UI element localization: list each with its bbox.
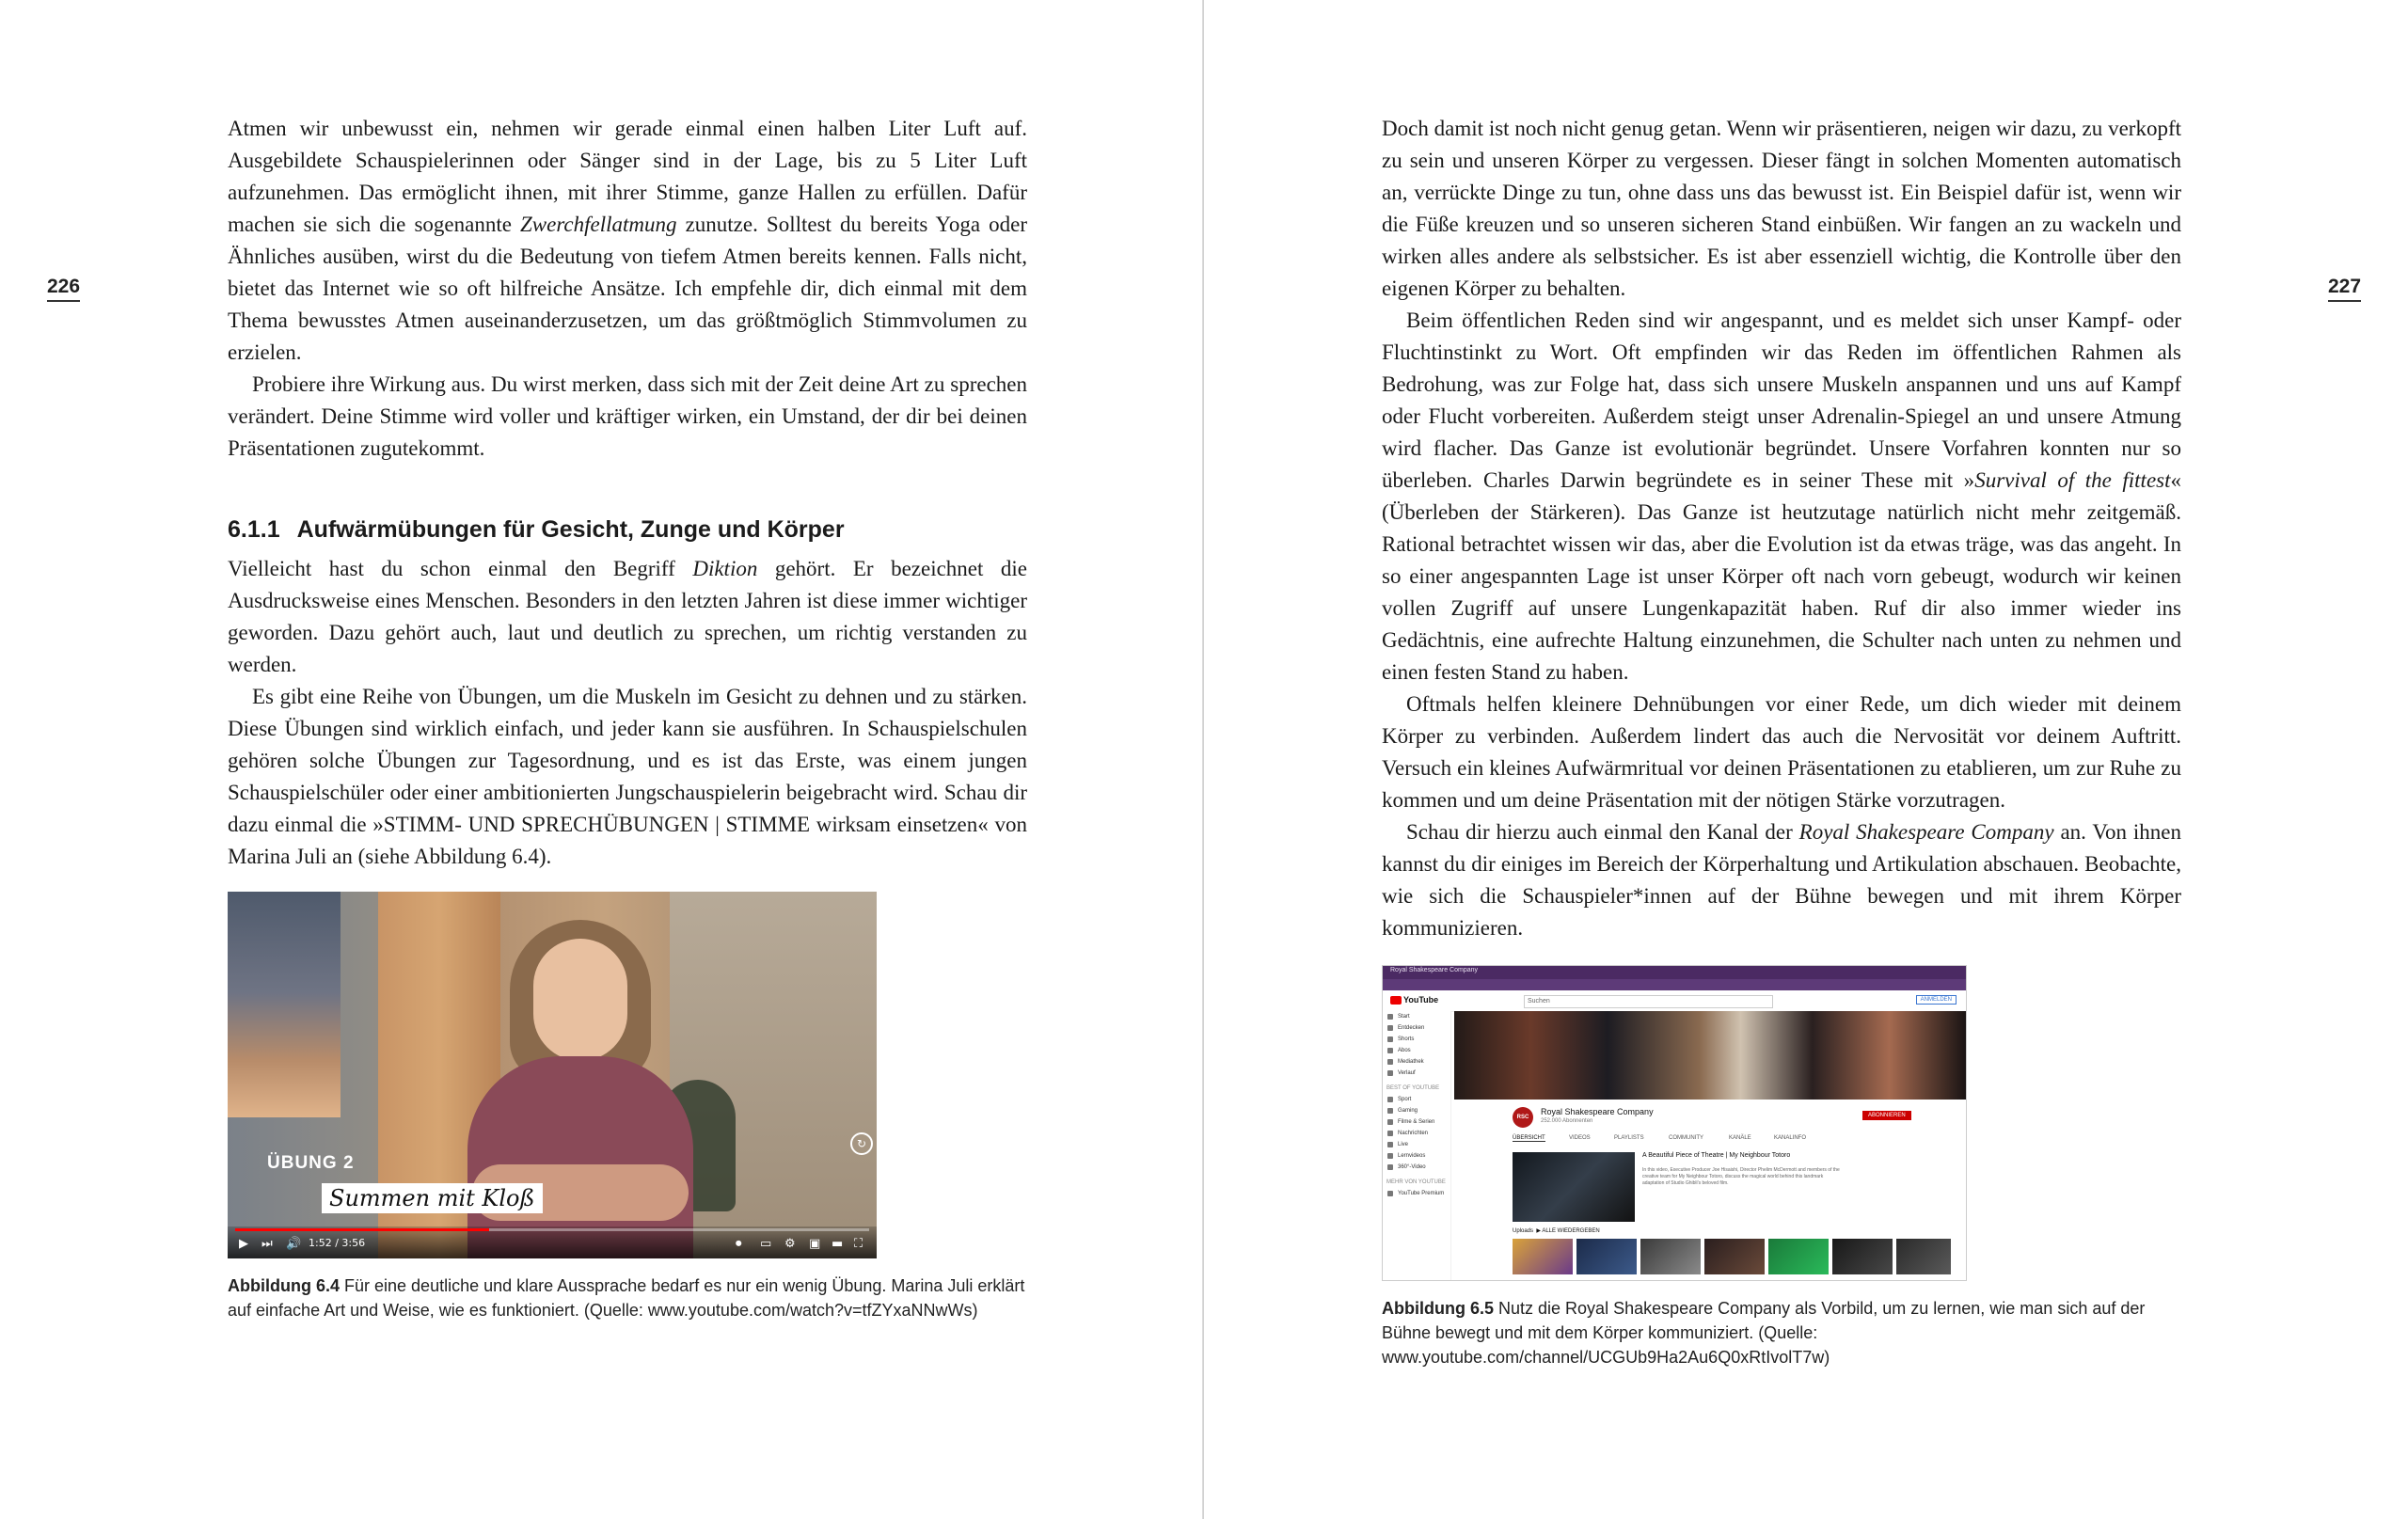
sidebar-item-shorts[interactable]: Shorts — [1383, 1034, 1450, 1045]
featured-video-description: In this video, Executive Producer Joe Hisaishi, Director Phelim McDermott and members of the creative team for My Neighbour Totoro, discuss the magical world behind this landmark adaptation of Studio Ghibli's beloved film. — [1642, 1167, 1840, 1186]
autoplay-toggle-icon[interactable]: ⏺ — [736, 1237, 742, 1251]
uploads-row — [1513, 1239, 1955, 1276]
channel-tabs — [1513, 1135, 1945, 1147]
paragraph: Es gibt eine Reihe von Übungen, um die Muskeln im Gesicht zu dehnen und zu stärken. Diese Übungen sind wirklich einfach, und jeder kann sie ausführen. In Schauspielschulen gehören solche Übungen zur Tagesordnung, und es ist das Erste, was einem jungen Schauspielschüler oder einer ambitionierten Jungschauspielerin beigebracht wird. Schau dir dazu einmal die »STIMM- UND SPRECHÜBUNGEN | STIMME wirksam einsetzen« von Marina Juli an (siehe Abbildung 6.4). — [228, 685, 1027, 868]
tab-playlists[interactable]: PLAYLISTS — [1614, 1135, 1644, 1141]
browser-url-bar[interactable] — [1383, 979, 1966, 990]
caption-label: Abbildung 6.5 — [1382, 1299, 1494, 1318]
paragraph: Oftmals helfen kleinere Dehnübungen vor einer Rede, um dich wieder mit deinem Körper zu verbinden. Außerdem lindert das auch die Nervosität vor deinem Auftritt. Versuch ein kleines Aufwärmritual vor deinen Präsentationen zu etablieren, um zur Ruhe zu kommen und um deine Präsentation mit der nötigen Stärke vorzutragen. — [1382, 692, 2181, 812]
youtube-play-icon — [1390, 996, 1402, 1005]
sidebar-item-live[interactable]: Live — [1383, 1139, 1450, 1150]
paragraph: Doch damit ist noch nicht genug getan. Wenn wir präsentieren, neigen wir dazu, zu verkopft zu sein und unseren Körper zu vergessen. Dieser fängt in solchen Momenten automatisch an, verrückte Dinge zu tun, ohne dass uns das bewusst ist. Ein Beispiel dafür ist, wenn wir die Füße kreuzen und so unseren sicheren Stand einbüßen. Wir fangen an zu wackeln und wirken alles andere als selbstsicher. Es ist aber essenziell wichtig, die Kontrolle über den eigenen Körper zu behalten. — [1382, 117, 2181, 300]
video-controls — [228, 1226, 877, 1258]
browser-tab-bar — [1383, 966, 1966, 979]
subscribe-button[interactable]: ABONNIEREN — [1862, 1111, 1911, 1120]
figure-6-4 — [228, 892, 1027, 1322]
video-thumbnail[interactable] — [1704, 1239, 1765, 1274]
right-text-column — [1382, 113, 2181, 1369]
paragraph: Beim öffentlichen Reden sind wir angespannt, und es meldet sich unser Kampf- oder Fluchtinstinkt zu Wort. Oft empfinden wir das Reden im öffentlichen Rahmen als Bedrohung, was zur Folge hat, dass sich unsere Muskeln anspannen und uns auf Kampf oder Flucht vorbereiten. Außerdem steigt unser Adrenalin-Spiegel an und unsere Atmung wird flacher. Das Ganze ist evolutionär begründet. Unsere Vorfahren konnten nur so überleben. Charles Darwin begründete es in seiner These mit »Survival of the fittest« (Überleben der Stärkeren). Das Ganze ist heutzutage natürlich nicht mehr zeitgemäß. Rational betrachtet wissen wir das, aber die Evolution ist da etwas träge, was das angeht. In so einer angespannten Lage ist unser Körper oft nach vorn gebeugt, wodurch wir keinen vollen Zugriff auf unsere Lungenkapazität haben. Ruf dir also immer wieder ins Gedächtnis, eine aufrechte Haltung einzunehmen, die Schulter nach unten zu nehmen und einen festen Stand zu haben. — [1382, 309, 2182, 684]
youtube-channel-screenshot — [1382, 965, 1967, 1281]
sidebar-item-360[interactable]: 360°-Video — [1383, 1162, 1450, 1173]
channel-banner-image — [1454, 1011, 1966, 1100]
paragraph: Vielleicht hast du schon einmal den Begriff Diktion gehört. Er bezeichnet die Ausdrucksweise eines Menschen. Besonders in den letzten Jahren ist diese immer wichtiger geworden. Dazu gehört auch, laut und deutlich zu sprechen, um richtig verstanden zu werden. — [228, 557, 1027, 676]
figure-caption — [1382, 1296, 2181, 1369]
presenter-face — [533, 939, 627, 1061]
sidebar-item-premium[interactable]: YouTube Premium — [1383, 1188, 1450, 1199]
youtube-logo[interactable]: YouTube — [1390, 995, 1438, 1005]
channel-name: Royal Shakespeare Company — [1541, 1107, 1654, 1116]
featured-video-title[interactable]: A Beautiful Piece of Theatre | My Neighbour Totoro — [1642, 1152, 1791, 1159]
play-icon[interactable]: ▶ — [239, 1237, 248, 1251]
sidebar-section-heading: BEST OF YOUTUBE — [1386, 1085, 1440, 1091]
youtube-header — [1383, 990, 1966, 1012]
paragraph: Atmen wir unbewusst ein, nehmen wir gerade einmal einen halben Liter Luft auf. Ausgebildete Schauspielerinnen oder Sänger sind in der Lage, bis zu 5 Liter Luft aufzunehmen. Das ermöglicht ihnen, mit ihrer Stimme, ganze Hallen zu erfüllen. Dafür machen sie sich die sogenannte Zwerchfellatmung zunutze. Solltest du bereits Yoga oder Ähnliches ausüben, wirst du die Bedeutung von tiefem Atmen bereits kennen. Falls nicht, bietet das Internet wie so oft hilfreiche Ansätze. Ich empfehle dir, dich einmal mit dem Thema bewusstes Atmen auseinanderzusetzen, um das größtmöglich Stimmvolumen zu erzielen. — [228, 117, 1027, 364]
tab-uebersicht[interactable]: ÜBERSICHT — [1513, 1135, 1545, 1141]
sidebar-item-verlauf[interactable]: Verlauf — [1383, 1068, 1450, 1079]
uploads-heading: Uploads ▶ ALLE WIEDERGEBEN — [1513, 1228, 1600, 1234]
channel-avatar[interactable]: RSC — [1513, 1107, 1533, 1128]
watch-later-icon[interactable]: ↻ — [850, 1132, 873, 1155]
video-screenshot[interactable] — [228, 892, 877, 1258]
left-page — [0, 0, 1202, 1519]
tab-kanalinfo[interactable]: KANALINFO — [1774, 1135, 1807, 1141]
video-thumbnail[interactable] — [1576, 1239, 1637, 1274]
caption-label: Abbildung 6.4 — [228, 1276, 340, 1295]
browser-tab-title[interactable]: Royal Shakespeare Company — [1390, 967, 1478, 973]
section-number: 6.1.1 — [228, 516, 280, 543]
play-all-link[interactable]: ALLE WIEDERGEBEN — [1542, 1228, 1600, 1234]
channel-subscriber-count: 252.000 Abonnenten — [1541, 1118, 1593, 1124]
video-timecode: 1:52 / 3:56 — [309, 1237, 366, 1249]
paragraph: Probiere ihre Wirkung aus. Du wirst merken, dass sich mit der Zeit deine Art zu sprechen verändert. Deine Stimme wird voller und kräftiger wirken, ein Umstand, der dir bei deinen Präsentationen zugutekommt. — [228, 372, 1027, 460]
fullscreen-icon[interactable]: ⛶ — [854, 1237, 863, 1251]
search-input[interactable]: Suchen — [1524, 995, 1773, 1008]
sidebar-item-filme[interactable]: Filme & Serien — [1383, 1116, 1450, 1128]
sidebar-item-lernvideos[interactable]: Lernvideos — [1383, 1150, 1450, 1162]
page-number-right: 227 — [2328, 275, 2361, 302]
subtitles-icon[interactable]: ▭ — [760, 1237, 772, 1251]
settings-icon[interactable]: ⚙ — [784, 1237, 796, 1251]
next-icon[interactable]: ⏭ — [261, 1237, 273, 1251]
sidebar-item-start[interactable]: Start — [1383, 1011, 1450, 1022]
video-thumbnail[interactable] — [1768, 1239, 1829, 1274]
left-text-column — [228, 113, 1027, 1322]
sidebar-item-abos[interactable]: Abos — [1383, 1045, 1450, 1056]
video-overlay-label: ÜBUNG 2 — [267, 1153, 355, 1173]
tab-videos[interactable]: VIDEOS — [1569, 1135, 1591, 1141]
sidebar-item-entdecken[interactable]: Entdecken — [1383, 1022, 1450, 1034]
section-title: Aufwärmübungen für Gesicht, Zunge und Körper — [296, 516, 845, 543]
section-heading — [228, 514, 1027, 546]
tab-kanaele[interactable]: KANÄLE — [1729, 1135, 1751, 1141]
page-number-left: 226 — [47, 275, 80, 302]
sidebar-section-heading: MEHR VON YOUTUBE — [1386, 1179, 1446, 1185]
video-progress-bar[interactable] — [235, 1228, 869, 1231]
sidebar-item-gaming[interactable]: Gaming — [1383, 1105, 1450, 1116]
caption-text: Für eine deutliche und klare Aussprache bedarf es nur ein wenig Übung. Marina Juli erklärt auf einfache Art und Weise, wie es funktioniert. (Quelle: www.youtube.com/watch?v=tfZYxaNNwWs) — [228, 1276, 1025, 1320]
video-thumbnail[interactable] — [1832, 1239, 1893, 1274]
video-progress-fill — [235, 1228, 489, 1231]
featured-video-thumbnail[interactable] — [1513, 1152, 1635, 1222]
tab-community[interactable]: COMMUNITY — [1669, 1135, 1703, 1141]
volume-icon[interactable]: 🔊 — [286, 1237, 302, 1251]
sidebar-item-nachrichten[interactable]: Nachrichten — [1383, 1128, 1450, 1139]
theater-icon[interactable]: ▬ — [832, 1237, 844, 1251]
miniplayer-icon[interactable]: ▣ — [809, 1237, 821, 1251]
video-thumbnail[interactable] — [1896, 1239, 1951, 1274]
window-background — [228, 892, 341, 1117]
caption-text: Nutz die Royal Shakespeare Company als Vorbild, um zu lernen, wie man sich auf der Bühne bewegt und mit dem Körper kommuniziert. (Quelle: www.youtube.com/channel/UCGUb9Ha2Au6Q0xRtIvolT7w) — [1382, 1299, 2146, 1367]
video-overlay-script: Summen mit Kloß — [322, 1183, 543, 1213]
video-thumbnail[interactable] — [1640, 1239, 1701, 1274]
sidebar-item-mediathek[interactable]: Mediathek — [1383, 1056, 1450, 1068]
video-thumbnail[interactable] — [1513, 1239, 1573, 1274]
sidebar-item-sport[interactable]: Sport — [1383, 1094, 1450, 1105]
signin-button[interactable]: ANMELDEN — [1916, 995, 1956, 1005]
youtube-sidebar — [1383, 1011, 1451, 1280]
figure-6-5 — [1382, 965, 2181, 1369]
figure-caption — [228, 1274, 1027, 1322]
paragraph: Schau dir hierzu auch einmal den Kanal der Royal Shakespeare Company an. Von ihnen kannst du dir einiges im Bereich der Körperhaltung und Artikulation abschauen. Beobachte, wie sich die Schauspieler*innen auf der Bühne bewegen und mit ihrem Körper kommunizieren. — [1382, 820, 2181, 940]
